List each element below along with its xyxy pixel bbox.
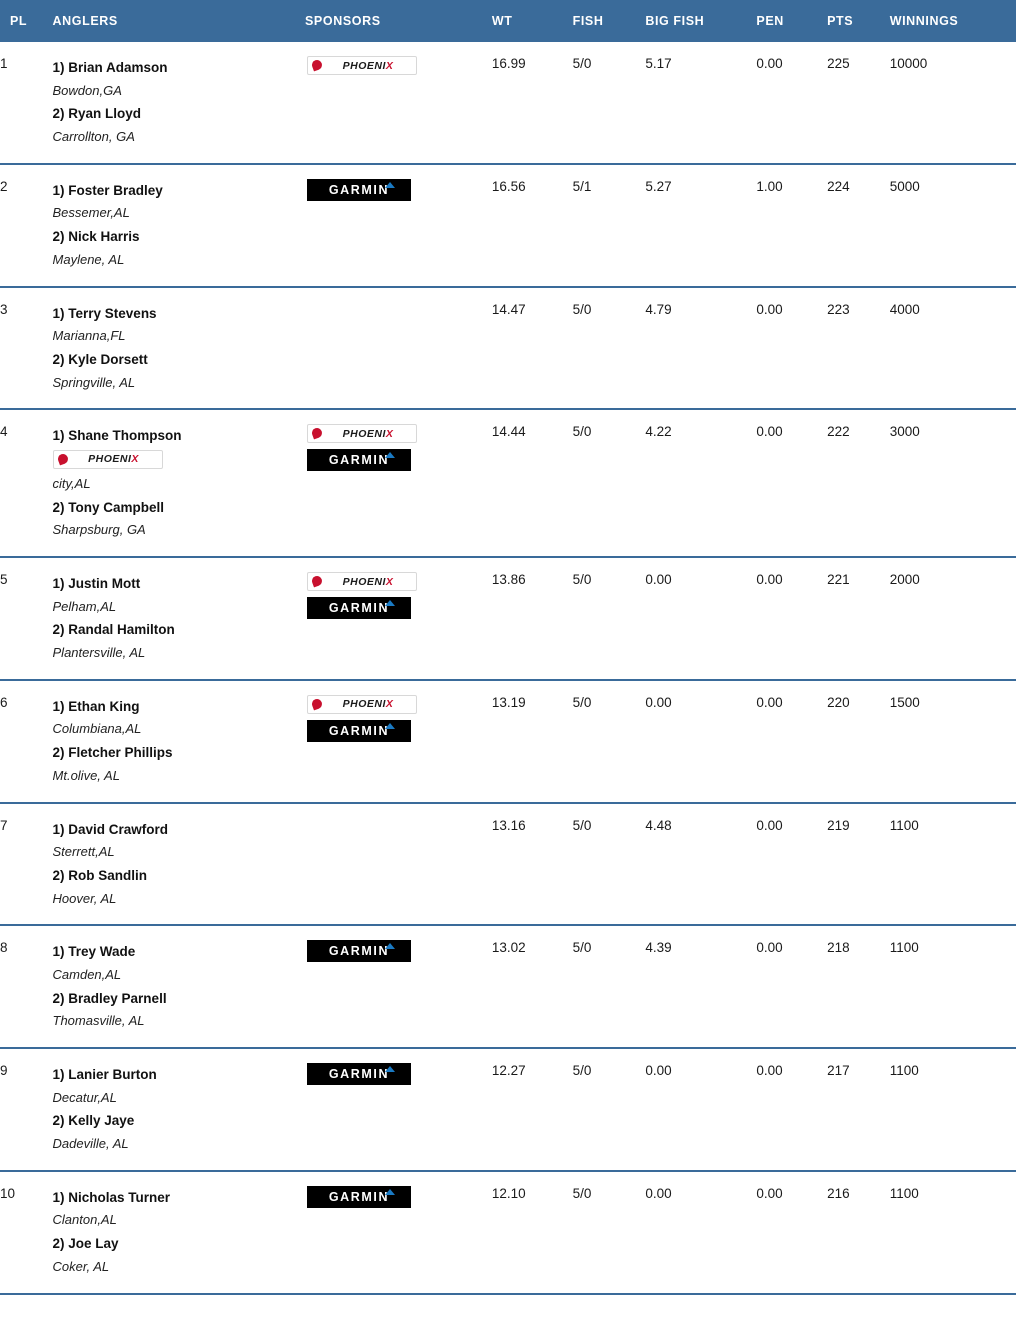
angler-secondary-city: Thomasville, AL [52,1013,145,1029]
garmin-logo-icon [307,1186,411,1208]
table-row[interactable] [0,1171,1016,1294]
sponsor-logo-stack [305,1186,492,1208]
angler-secondary-name[interactable]: 2) Nick Harris [52,229,140,245]
cell-winnings: 1100 [889,1063,919,1078]
cell-big-fish: 0.00 [645,1185,672,1201]
cell-points: 220 [827,694,850,710]
cell-winnings: 1100 [889,817,919,833]
cell-points: 218 [827,940,850,956]
cell-weight: 12.10 [491,1185,526,1201]
cell-fish: 5/0 [572,1185,592,1201]
cell-big-fish: 0.00 [645,572,672,587]
cell-anglers [53,1171,305,1294]
table-row[interactable] [0,164,1016,287]
garmin-logo-text: GARMIN [328,723,390,738]
phoenix-logo-icon [307,56,417,75]
cell-penalty: 0.00 [756,694,783,710]
cell-weight: 13.86 [491,572,526,587]
cell-place: 10 [0,1185,16,1201]
angler-primary-name[interactable]: 1) Justin Mott [52,576,141,591]
cell-anglers [53,42,305,164]
sponsor-logo-stack [305,179,492,201]
sponsor-logo-stack [305,940,492,962]
angler-secondary-name[interactable]: 2) Rob Sandlin [52,867,148,883]
cell-winnings: 2000 [889,572,920,587]
cell-anglers [53,680,305,803]
table-row[interactable] [0,680,1016,803]
angler-primary-name[interactable]: 1) Brian Adamson [52,60,168,75]
table-row[interactable] [0,409,1016,557]
cell-penalty: 0.00 [756,817,783,833]
cell-weight: 14.47 [491,301,526,317]
cell-big-fish: 5.17 [645,56,672,71]
sponsor-logo-stack [305,1063,492,1085]
phoenix-logo-text: PHOENIX [342,59,394,72]
garmin-triangle-icon [385,182,395,188]
cell-place: 2 [0,178,8,194]
phoenix-logo-x: X [385,59,394,72]
cell-big-fish: 5.27 [645,178,672,194]
table-row[interactable] [0,557,1016,680]
angler-secondary-city: Dadeville, AL [52,1136,129,1151]
cell-anglers [53,925,305,1048]
garmin-triangle-icon [385,1066,395,1072]
sponsor-logo-stack [305,572,492,619]
cell-winnings: 10000 [889,56,928,71]
angler-primary-city: Bowdon,GA [52,82,122,98]
angler-primary-name[interactable]: 1) Nicholas Turner [52,1189,171,1205]
angler-secondary-name[interactable]: 2) Ryan Lloyd [52,106,142,122]
angler-secondary-city: Mt.olive, AL [52,767,120,783]
cell-place: 5 [0,572,8,587]
phoenix-logo-x: X [385,427,394,440]
cell-points: 225 [827,56,850,71]
cell-winnings: 1500 [889,694,920,710]
phoenix-logo-x: X [385,698,394,711]
table-row[interactable] [0,287,1016,410]
table-row[interactable] [0,42,1016,164]
column-header-pts[interactable]: PTS [827,0,890,42]
garmin-logo-text: GARMIN [328,453,390,468]
cell-penalty: 0.00 [756,1063,783,1078]
column-header-pl[interactable]: PL [0,0,53,42]
angler-inline-sponsor [53,450,305,469]
cell-fish: 5/0 [572,424,592,440]
column-header-winnings[interactable]: WINNINGS [890,0,1016,42]
cell-anglers [53,557,305,680]
cell-points: 216 [827,1185,850,1201]
column-header-fish[interactable]: FISH [573,0,646,42]
angler-primary-name[interactable]: 1) David Crawford [52,821,169,837]
cell-place: 7 [0,817,8,833]
cell-points: 217 [827,1063,850,1078]
garmin-logo-icon [307,720,411,742]
angler-primary-city: Camden,AL [52,966,122,982]
angler-secondary-name[interactable]: 2) Bradley Parnell [52,990,167,1006]
cell-fish: 5/0 [572,301,592,317]
cell-place: 1 [0,56,8,71]
phoenix-bird-icon [56,452,69,465]
sponsor-logo-stack [305,56,492,75]
column-header-big-fish[interactable]: BIG FISH [645,0,756,42]
angler-secondary-name[interactable]: 2) Joe Lay [52,1236,119,1252]
cell-big-fish: 4.48 [645,817,672,833]
cell-big-fish: 4.39 [645,940,672,956]
cell-big-fish: 0.00 [645,694,672,710]
garmin-logo-text: GARMIN [328,1067,390,1081]
cell-sponsors [305,803,492,926]
angler-primary-name[interactable]: 1) Trey Wade [52,944,136,960]
phoenix-logo-text: PHOENIX [342,427,394,440]
garmin-logo-icon [307,449,411,471]
cell-place: 3 [0,301,8,317]
angler-secondary-city: Hoover, AL [52,890,117,906]
angler-secondary-name[interactable]: 2) Tony Campbell [52,499,165,515]
cell-anglers [53,803,305,926]
cell-weight: 13.02 [491,940,526,956]
cell-sponsors [305,1171,492,1294]
cell-points: 219 [827,817,850,833]
cell-fish: 5/0 [572,694,592,710]
cell-penalty: 0.00 [756,424,783,440]
table-header [0,0,1016,42]
cell-winnings: 3000 [889,424,920,440]
garmin-logo-text: GARMIN [328,944,390,959]
column-header-sponsors[interactable]: SPONSORS [305,0,492,42]
angler-secondary-name[interactable]: 2) Fletcher Phillips [52,745,173,761]
phoenix-logo-icon [307,695,417,714]
cell-winnings: 4000 [889,301,920,317]
angler-primary-city: Pelham,AL [52,598,117,614]
cell-big-fish: 4.22 [645,424,672,440]
angler-secondary-name[interactable]: 2) Kelly Jaye [52,1113,135,1129]
angler-secondary-city: Maylene, AL [52,251,125,267]
cell-sponsors [305,164,492,287]
table-row[interactable] [0,1048,1016,1171]
garmin-triangle-icon [385,1189,395,1195]
garmin-triangle-icon [385,943,395,949]
cell-penalty: 0.00 [756,56,783,71]
garmin-triangle-icon [385,723,395,729]
table-body [0,42,1016,1294]
angler-primary-name[interactable]: 1) Shane Thompson [52,428,182,444]
angler-primary-city: Marianna,FL [52,328,126,344]
cell-sponsors [305,925,492,1048]
cell-weight: 12.27 [491,1063,526,1078]
cell-sponsors [305,409,492,557]
cell-points: 224 [827,178,850,194]
cell-place: 6 [0,694,8,710]
garmin-logo-text: GARMIN [328,182,390,197]
cell-sponsors [305,1048,492,1171]
garmin-logo-icon [307,179,411,201]
cell-winnings: 1100 [889,1185,919,1201]
cell-penalty: 0.00 [756,301,783,317]
angler-secondary-name[interactable]: 2) Kyle Dorsett [52,351,148,367]
cell-fish: 5/0 [572,56,592,71]
cell-weight: 16.99 [491,56,526,71]
cell-fish: 5/0 [572,572,592,587]
angler-primary-name[interactable]: 1) Terry Stevens [52,305,157,321]
cell-place: 9 [0,1063,8,1078]
cell-sponsors [305,42,492,164]
angler-secondary-name[interactable]: 2) Randal Hamilton [52,622,175,638]
garmin-logo-text: GARMIN [328,601,390,615]
cell-big-fish: 0.00 [645,1063,672,1078]
cell-anglers [53,1048,305,1171]
cell-points: 221 [827,572,850,587]
cell-big-fish: 4.79 [645,301,672,317]
cell-penalty: 0.00 [756,572,783,587]
phoenix-logo-icon [307,424,417,443]
phoenix-logo-icon [53,450,163,469]
cell-anglers [53,409,305,557]
cell-sponsors [305,680,492,803]
angler-primary-city: Decatur,AL [52,1089,117,1105]
cell-penalty: 0.00 [756,940,783,956]
angler-primary-city: Sterrett,AL [52,844,115,860]
column-header-wt[interactable]: WT [492,0,573,42]
phoenix-bird-icon [311,427,324,440]
cell-place: 8 [0,940,8,956]
angler-primary-city: city,AL [52,475,91,491]
cell-fish: 5/0 [572,817,592,833]
phoenix-logo-text: PHOENIX [88,453,139,466]
angler-primary-name[interactable]: 1) Foster Bradley [52,182,163,198]
garmin-logo-icon [307,1063,411,1085]
sponsor-logo-stack [305,424,492,471]
angler-secondary-city: Carrollton, GA [52,129,135,144]
cell-fish: 5/1 [572,178,592,194]
cell-place: 4 [0,424,8,440]
garmin-logo-text: GARMIN [328,1189,390,1204]
angler-primary-city: Clanton,AL [52,1212,117,1228]
cell-weight: 13.16 [491,817,526,833]
angler-secondary-city: Plantersville, AL [52,645,146,660]
cell-weight: 14.44 [491,424,526,440]
angler-secondary-city: Sharpsburg, GA [52,522,146,538]
cell-sponsors [305,287,492,410]
cell-penalty: 0.00 [756,1185,783,1201]
angler-primary-city: Columbiana,AL [52,721,142,737]
column-header-pen[interactable]: PEN [756,0,827,42]
cell-winnings: 1100 [889,940,919,956]
angler-primary-city: Bessemer,AL [52,205,130,221]
cell-anglers [53,287,305,410]
cell-points: 223 [827,301,850,317]
cell-winnings: 5000 [889,178,920,194]
column-header-anglers[interactable]: ANGLERS [53,0,305,42]
garmin-triangle-icon [385,600,395,606]
cell-fish: 5/0 [572,1063,592,1078]
phoenix-logo-x: X [385,575,394,588]
cell-anglers [53,164,305,287]
angler-primary-name[interactable]: 1) Ethan King [52,698,140,714]
phoenix-bird-icon [311,697,324,710]
cell-weight: 16.56 [491,178,526,194]
cell-points: 222 [827,424,850,440]
cell-fish: 5/0 [572,940,592,956]
cell-weight: 13.19 [491,694,526,710]
cell-penalty: 1.00 [756,178,783,194]
table-row[interactable] [0,803,1016,926]
sponsor-logo-stack [305,695,492,742]
table-header-row [0,0,1016,42]
phoenix-bird-icon [311,59,324,72]
angler-secondary-city: Coker, AL [52,1258,110,1274]
garmin-logo-icon [307,940,411,962]
angler-primary-name[interactable]: 1) Lanier Burton [52,1067,157,1082]
table-row[interactable] [0,925,1016,1048]
phoenix-logo-text: PHOENIX [342,698,394,711]
phoenix-logo-x: X [131,453,139,466]
phoenix-bird-icon [311,575,324,588]
garmin-triangle-icon [385,452,395,458]
garmin-logo-icon [307,597,411,619]
angler-secondary-city: Springville, AL [52,374,136,390]
phoenix-logo-icon [307,572,417,591]
cell-sponsors [305,557,492,680]
phoenix-logo-text: PHOENIX [342,575,394,588]
